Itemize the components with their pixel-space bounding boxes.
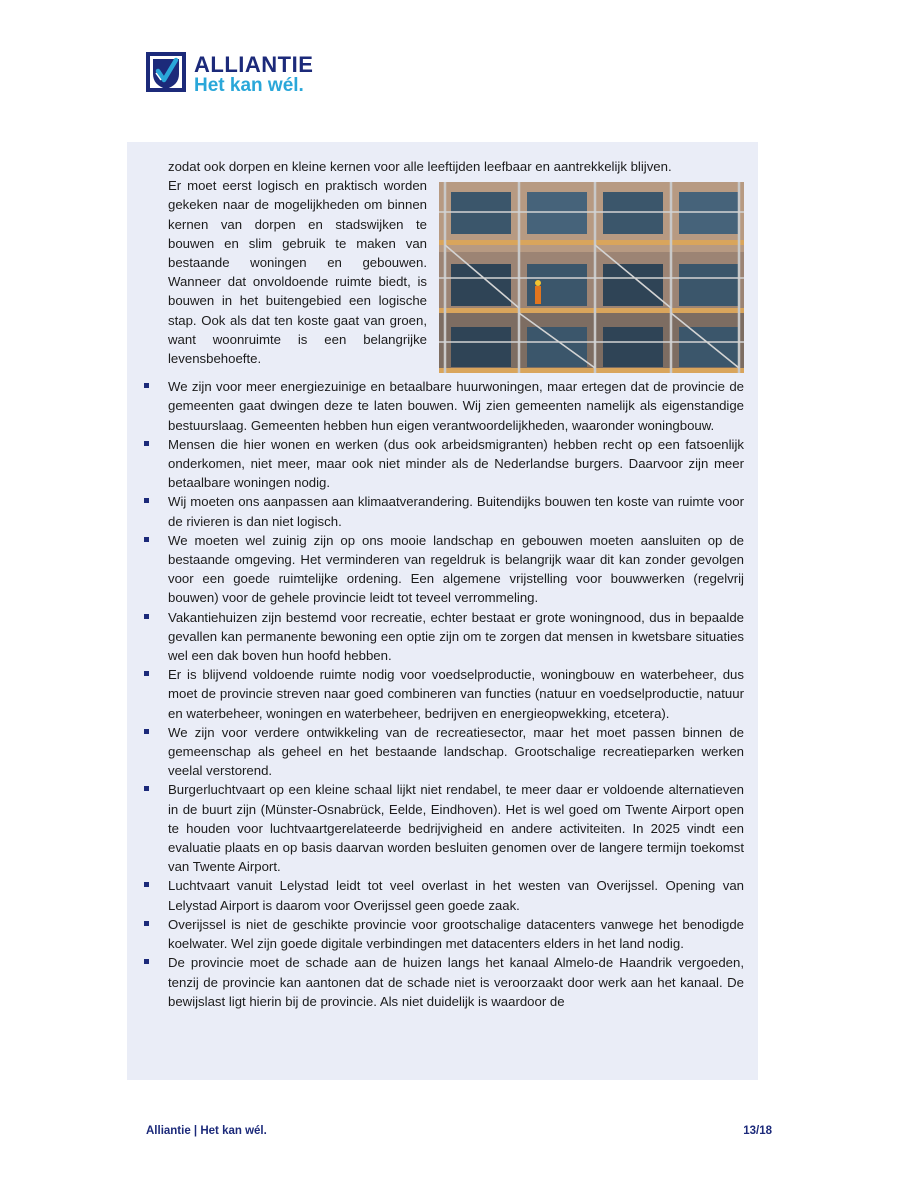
bullet-text: Er is blijvend voldoende ruimte nodig voor voedselproductie, woningbouw en waterbeheer, dus moet de provincie streven naar goed combineren van functies (natuur en voedselproductie, natuur en waterbeheer, woningen en waterbeheer, bedrijven en energieopwekking, etcetera). [168, 667, 744, 721]
bullet-marker [144, 537, 149, 542]
bullet-marker [144, 959, 149, 964]
bullet-marker [144, 921, 149, 926]
bullet-text: Luchtvaart vanuit Lelystad leidt tot veel overlast in het westen van Overijssel. Opening van Lelystad Airport is daarom voor Overijssel geen goede zaak. [168, 878, 744, 913]
bullet-text: Overijssel is niet de geschikte provincie voor grootschalige datacenters vanwege het benodigde koelwater. Wel zijn goede digitale verbindingen met datacenters elders in het land nodig. [168, 916, 744, 952]
page-number: 13/18 [743, 1125, 772, 1137]
bullet-text: De provincie moet de schade aan de huizen langs het kanaal Almelo-de Haandrik vergoeden, tenzij de provincie kan aantonen dat de schade niet is veroorzaakt door werk aan het kanaal. De bewijslast ligt hierin bij de provincie. Als niet duidelijk is waardoor de [168, 955, 744, 1009]
construction-photo [439, 182, 744, 373]
footer-brand: Alliantie | Het kan wél. [146, 1125, 267, 1137]
list-item [168, 723, 744, 781]
bullet-list [168, 176, 744, 1011]
list-item [168, 665, 744, 723]
list-item [168, 608, 744, 666]
content-body [168, 157, 744, 1011]
bullet-marker [144, 671, 149, 676]
list-item [168, 176, 744, 377]
bullet-marker [144, 614, 149, 619]
bullet-marker [144, 729, 149, 734]
bullet-text: Er moet eerst logisch en praktisch worden gekeken naar de mogelijkheden om binnen kernen van dorpen en stadswijken te bouwen en slim gebruik te maken van bestaande woningen en gebouwen. Wanneer dat onvoldoende ruimte biedt, is bouwen in het buitengebied een logische stap. Ook als dat ten koste gaat van groen, want woonruimte is een belangrijke levensbehoefte. [168, 178, 427, 367]
bullet-text: We zijn voor meer energiezuinige en betaalbare huurwoningen, maar ertegen dat de provincie de gemeenten gaat dwingen deze te laten bouwen. Wij zien gemeenten namelijk als eigenstandige bestuurslaag. Gemeenten hebben hun eigen verantwoordelijkheden, waaronder woningbouw. [168, 379, 744, 433]
bullet-text: We moeten wel zuinig zijn op ons mooie landschap en gebouwen moeten aansluiten op de bestaande omgeving. Het verminderen van regeldruk is belangrijk waar dit kan zonder gevolgen voor een goede ruimtelijke ordening. Een algemene vrijstelling voor bouwwerken (regelvrij bouwen) voor de gehele provincie leidt tot teveel verrommeling. [168, 532, 744, 606]
bullet-marker [144, 441, 149, 446]
list-item [168, 780, 744, 876]
brand-tagline: Het kan wél. [194, 75, 304, 96]
bullet-marker [144, 882, 149, 887]
list-item [168, 953, 744, 1011]
list-item [168, 435, 744, 493]
bullet-marker [144, 383, 149, 388]
brand-name: ALLIANTIE [194, 52, 314, 77]
intro-line: zodat ook dorpen en kleine kernen voor alle leeftijden leefbaar en aantrekkelijk blijven. [168, 159, 672, 174]
bullet-text: Mensen die hier wonen en werken (dus ook arbeidsmigranten) hebben recht op een fatsoenlijk onderkomen, niet meer, maar ook niet minder als de Nederlandse burgers. Daarvoor zijn meer betaalbare woningen nodig. [168, 436, 744, 491]
bullet-text: Burgerluchtvaart op een kleine schaal lijkt niet rendabel, te meer daar er voldoende alternatieven in de buurt zijn (Münster-Osnabrück, Eelde, Eindhoven). Het is wel goed om Twente Airport open te houden voor luchtvaartgerelateerde bedrijvigheid en andere activiteiten. In 2025 vindt een evaluatie plaats en op basis daarvan worden besluiten genomen over de langere termijn toekomst van Twente Airport. [168, 782, 744, 875]
list-item [168, 876, 744, 914]
list-item [168, 915, 744, 953]
bullet-marker [144, 786, 149, 791]
bullet-marker [144, 498, 149, 503]
bullet-text: Vakantiehuizen zijn bestemd voor recreatie, echter bestaat er grote woningnood, dus in bepaalde gevallen kan permanente bewoning een optie zijn om te zorgen dat mensen in kwetsbare situaties wel een dak boven hun hoofd hebben. [168, 609, 744, 664]
bullet-text: Wij moeten ons aanpassen aan klimaatverandering. Buitendijks bouwen ten koste van ruimte voor de rivieren is dan niet logisch. [168, 494, 744, 529]
check-shield-icon [146, 52, 186, 92]
list-item [168, 531, 744, 608]
list-item [168, 377, 744, 435]
list-item [168, 492, 744, 530]
bullet-text: We zijn voor verdere ontwikkeling van de recreatiesector, maar het moet passen binnen de gemeenschap als geheel en het bestaande landschap. Grootschalige recreatieparken werken veelal verstorend. [168, 724, 744, 779]
